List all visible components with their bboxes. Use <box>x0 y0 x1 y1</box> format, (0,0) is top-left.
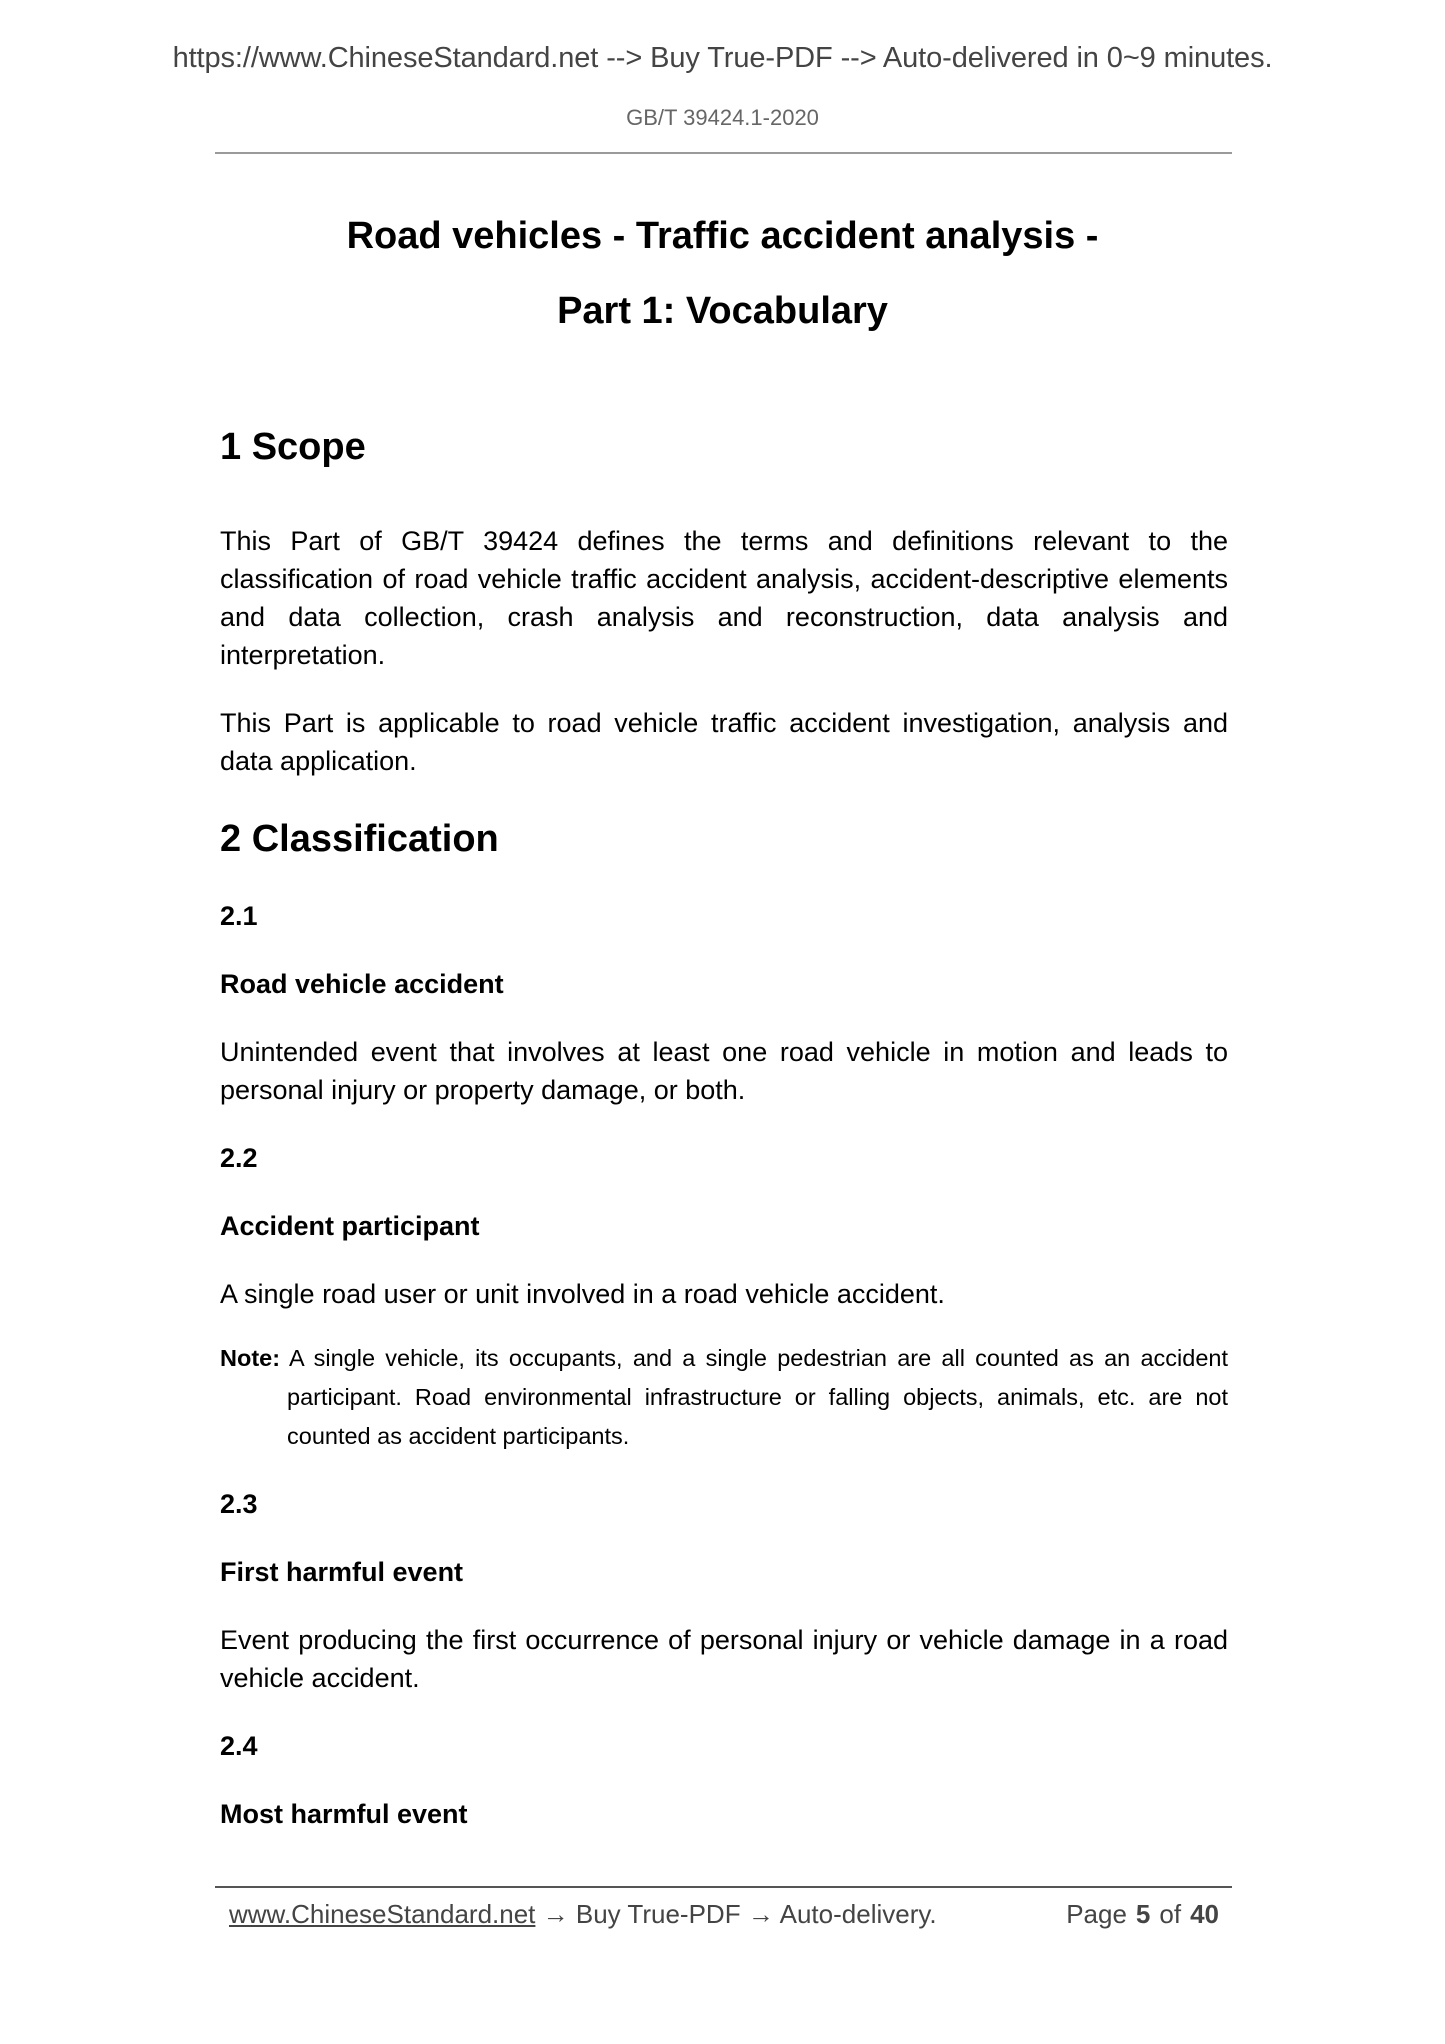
note-text: A single vehicle, its occupants, and a single pedestrian are all counted as an accident participant. Road environmental infrastructure or falling objects, animals, etc. are not counted as accident participants. <box>287 1345 1228 1449</box>
header-divider <box>215 152 1232 154</box>
page-of: of <box>1159 1899 1182 1929</box>
footer-divider <box>215 1886 1232 1888</box>
document-subtitle: Part 1: Vocabulary <box>557 290 888 332</box>
clause-number: 2.2 <box>220 1143 258 1173</box>
footer-delivery-text: Auto-delivery. <box>779 1899 937 1929</box>
promo-header: https://www.ChineseStandard.net --> Buy True-PDF --> Auto-delivered in 0~9 minutes. <box>172 42 1273 74</box>
page-total: 40 <box>1190 1899 1219 1929</box>
term-note <box>220 1339 1228 1456</box>
page-label: Page <box>1066 1899 1127 1929</box>
arrow-right-icon: → <box>747 1899 774 1929</box>
term-definition: Event producing the first occurrence of personal injury or vehicle damage in a road vehicle accident. <box>220 1625 1228 1693</box>
footer-buy-text: Buy True-PDF <box>575 1899 741 1929</box>
document-title: Road vehicles - Traffic accident analysis - <box>346 215 1099 257</box>
section-classification <box>220 816 1228 1833</box>
page-current: 5 <box>1135 1899 1151 1929</box>
clause-2-3 <box>220 1485 1228 1697</box>
term-title: First harmful event <box>220 1557 464 1587</box>
clause-2-4 <box>220 1727 1228 1833</box>
page-footer <box>229 1898 1219 1930</box>
scope-paragraph: This Part is applicable to road vehicle traffic accident investigation, analysis and data application. <box>220 708 1228 776</box>
clause-number: 2.3 <box>220 1489 258 1519</box>
term-definition: Unintended event that involves at least one road vehicle in motion and leads to personal injury or property damage, or both. <box>220 1037 1228 1105</box>
section-heading-classification: 2 Classification <box>220 818 499 860</box>
footer-promo <box>229 1898 937 1930</box>
clause-number: 2.1 <box>220 901 258 931</box>
clause-2-2 <box>220 1139 1228 1456</box>
standard-code: GB/T 39424.1-2020 <box>626 105 819 130</box>
term-title: Most harmful event <box>220 1799 468 1829</box>
arrow-right-icon: → <box>542 1899 569 1929</box>
section-heading-scope: 1 Scope <box>220 426 366 468</box>
clause-2-1 <box>220 897 1228 1109</box>
term-title: Road vehicle accident <box>220 969 504 999</box>
term-definition: A single road user or unit involved in a road vehicle accident. <box>220 1279 945 1309</box>
page-indicator <box>1066 1898 1219 1930</box>
scope-paragraph: This Part of GB/T 39424 defines the terms and definitions relevant to the classification of road vehicle traffic accident analysis, accident-descriptive elements and data collection, crash analysis and reconstruction, data analysis and interpretation. <box>220 526 1228 670</box>
note-label: Note: <box>220 1345 281 1371</box>
clause-number: 2.4 <box>220 1731 258 1761</box>
footer-site-link[interactable]: www.ChineseStandard.net <box>229 1899 536 1929</box>
section-scope <box>220 424 1228 780</box>
term-title: Accident participant <box>220 1211 480 1241</box>
